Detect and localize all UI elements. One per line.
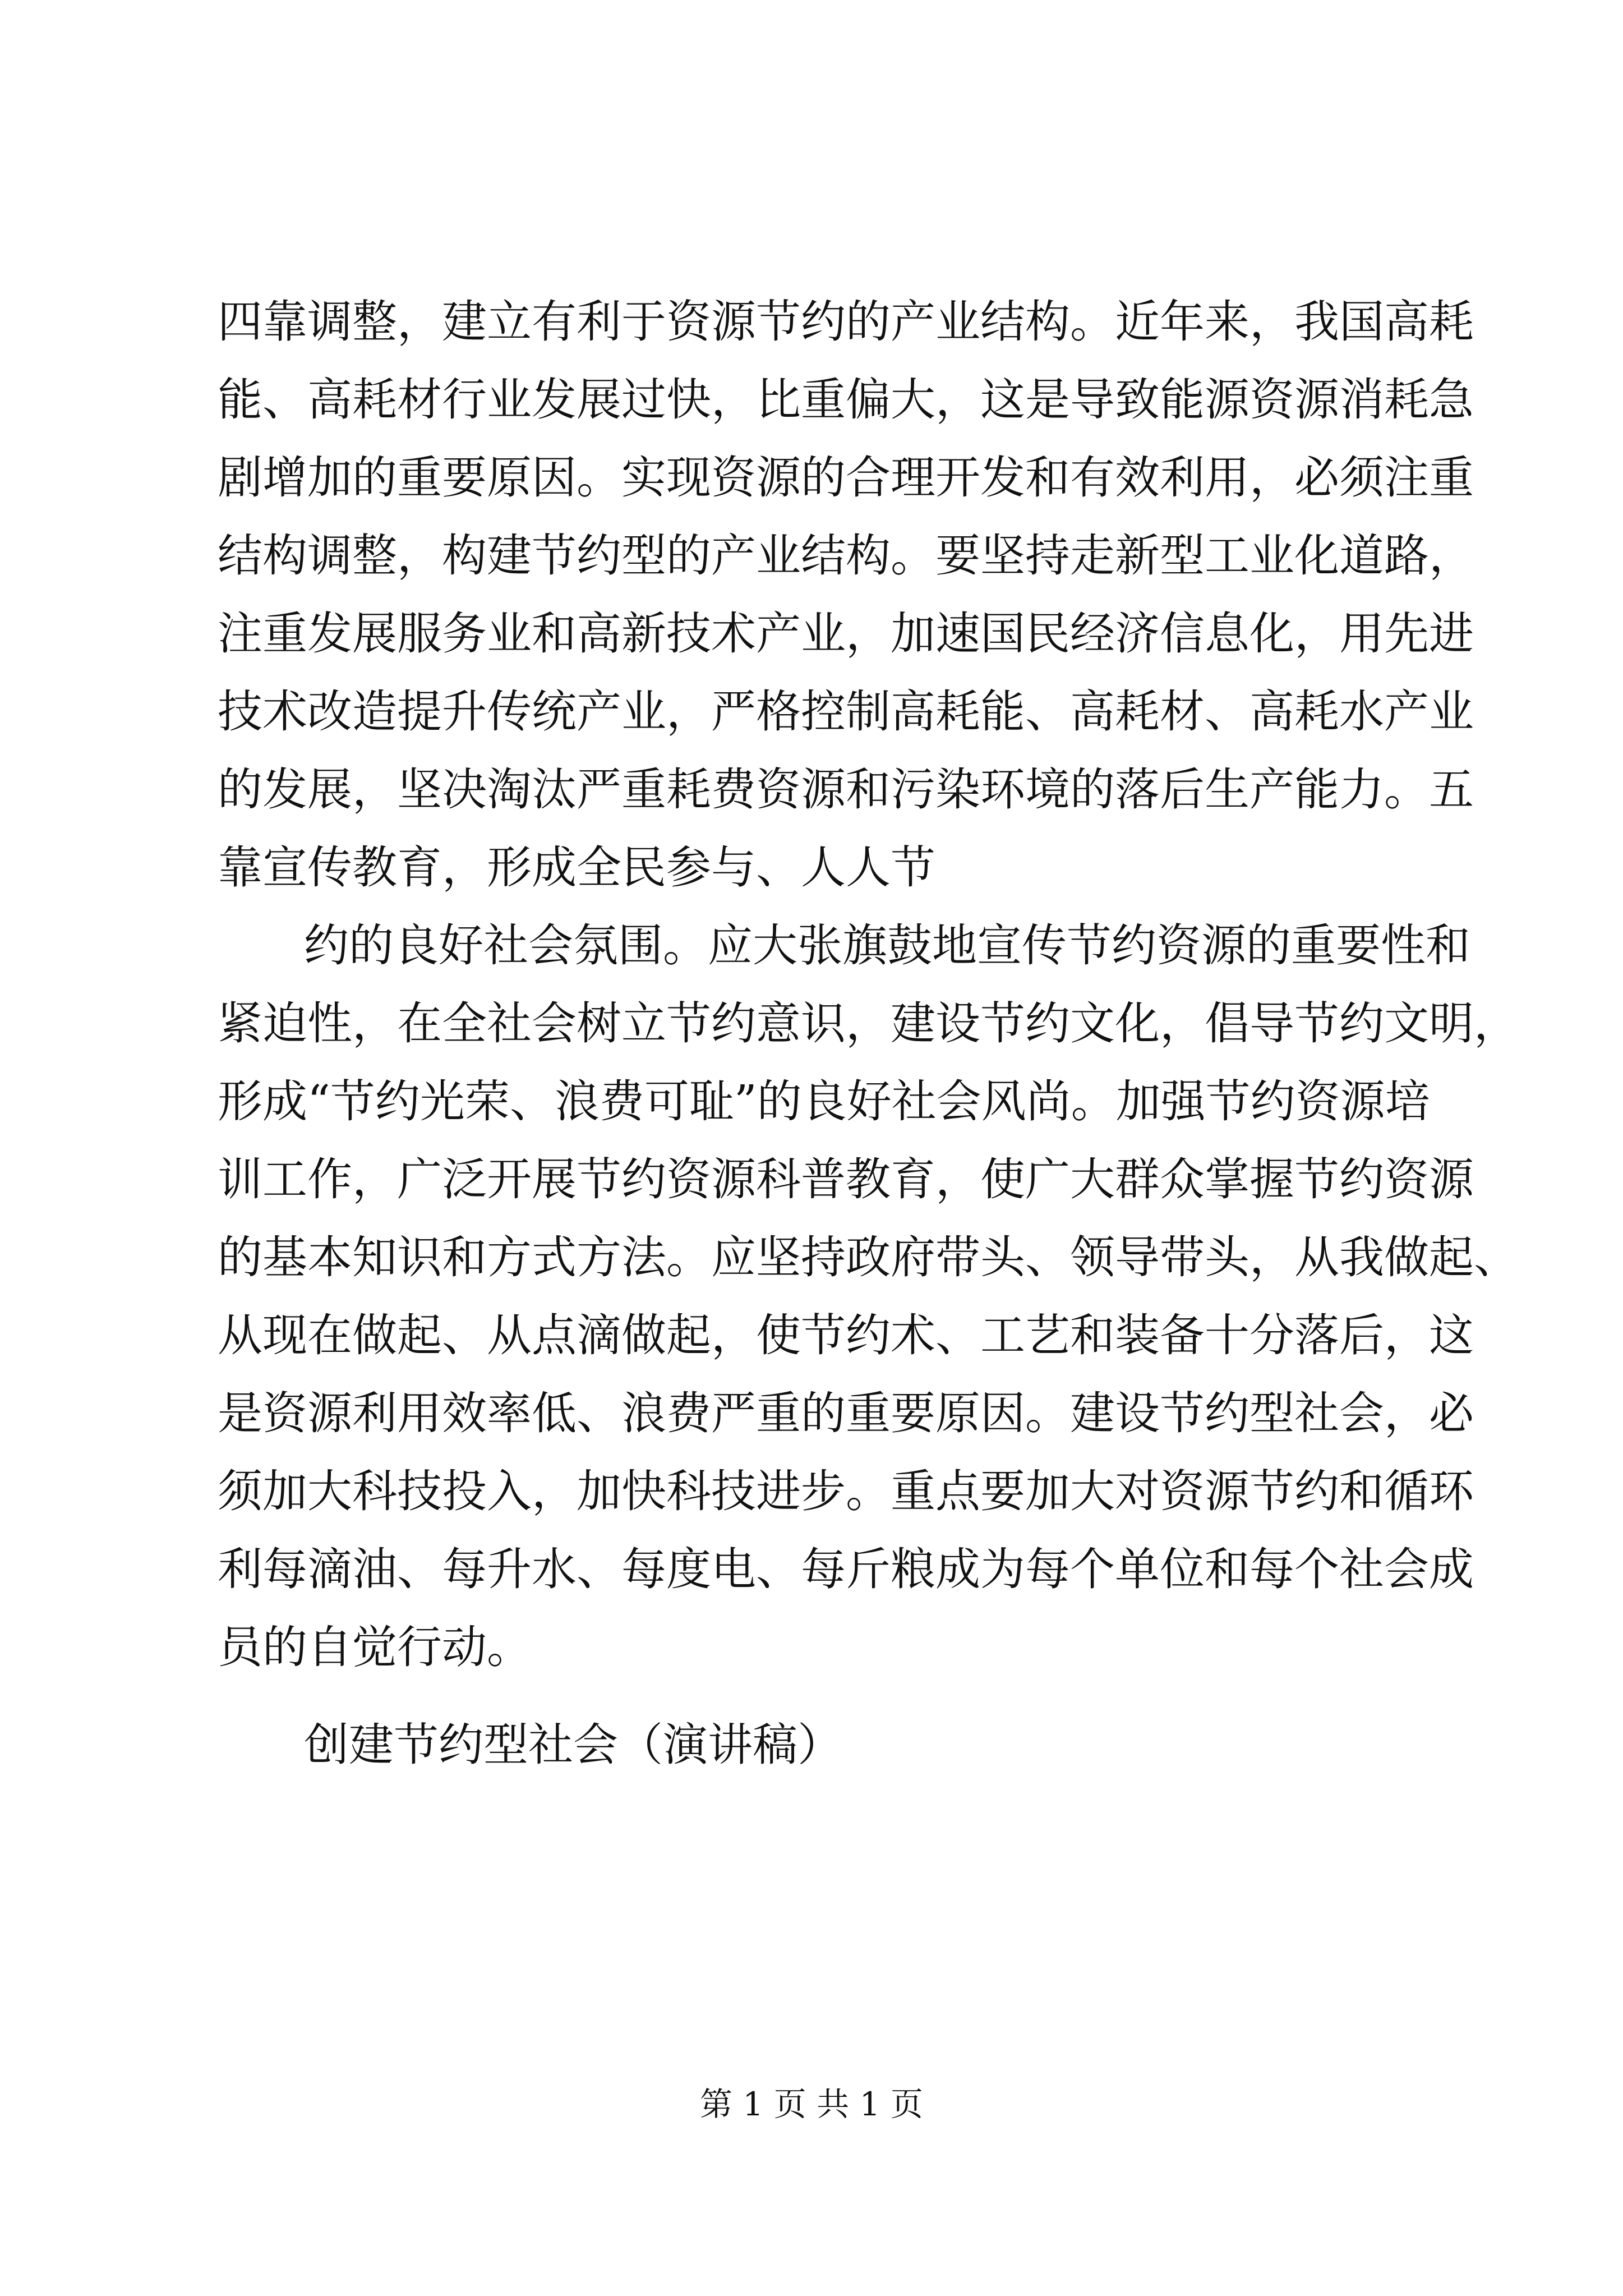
text-line: 训工作，广泛开展节约资源科普教育，使广大群众掌握节约资源: [218, 1153, 1474, 1205]
text-line: 从现在做起、从点滴做起，使节约术、工艺和装备十分落后，这: [218, 1309, 1474, 1361]
text-line: 是资源利用效率低、浪费严重的重要原因。建设节约型社会，必: [218, 1387, 1474, 1439]
text-line: 剧增加的重要原因。实现资源的合理开发和有效利用，必须注重: [218, 452, 1474, 504]
text-line: 约的良好社会氛围。应大张旗鼓地宣传节约资源的重要性和: [304, 919, 1470, 972]
text-line: 员的自觉行动。: [218, 1621, 532, 1673]
text-line: 利每滴油、每升水、每度电、每斤粮成为每个单位和每个社会成: [218, 1543, 1474, 1595]
text-line: 的基本知识和方式方法。应坚持政府带头、领导带头，从我做起、: [218, 1231, 1519, 1283]
text-line: 须加大科技投入，加快科技进步。重点要加大对资源节约和循环: [218, 1465, 1474, 1517]
text-line: 结构调整，构建节约型的产业结构。要坚持走新型工业化道路，: [218, 530, 1474, 582]
text-line: 的发展，坚决淘汰严重耗费资源和污染环境的落后生产能力。五: [218, 763, 1474, 816]
text-line: 紧迫性，在全社会树立节约意识，建设节约文化，倡导节约文明，: [218, 997, 1519, 1050]
text-line: 技术改造提升传统产业，严格控制高耗能、高耗材、高耗水产业: [218, 685, 1474, 738]
page-number-footer: 第 1 页 共 1 页: [700, 2085, 923, 2123]
document-title-line: 创建节约型社会（演讲稿）: [304, 1719, 842, 1771]
text-line: 能、高耗材行业发展过快，比重偏大，这是导致能源资源消耗急: [218, 374, 1474, 426]
text-line: 形成“节约光荣、浪费可耻”的良好社会风尚。加强节约资源培: [218, 1075, 1430, 1128]
text-line: 靠宣传教育，形成全民参与、人人节: [218, 841, 935, 894]
text-line: 四靠调整，建立有利于资源节约的产业结构。近年来，我国高耗: [218, 296, 1474, 348]
text-line: 注重发展服务业和高新技术产业，加速国民经济信息化，用先进: [218, 608, 1474, 660]
